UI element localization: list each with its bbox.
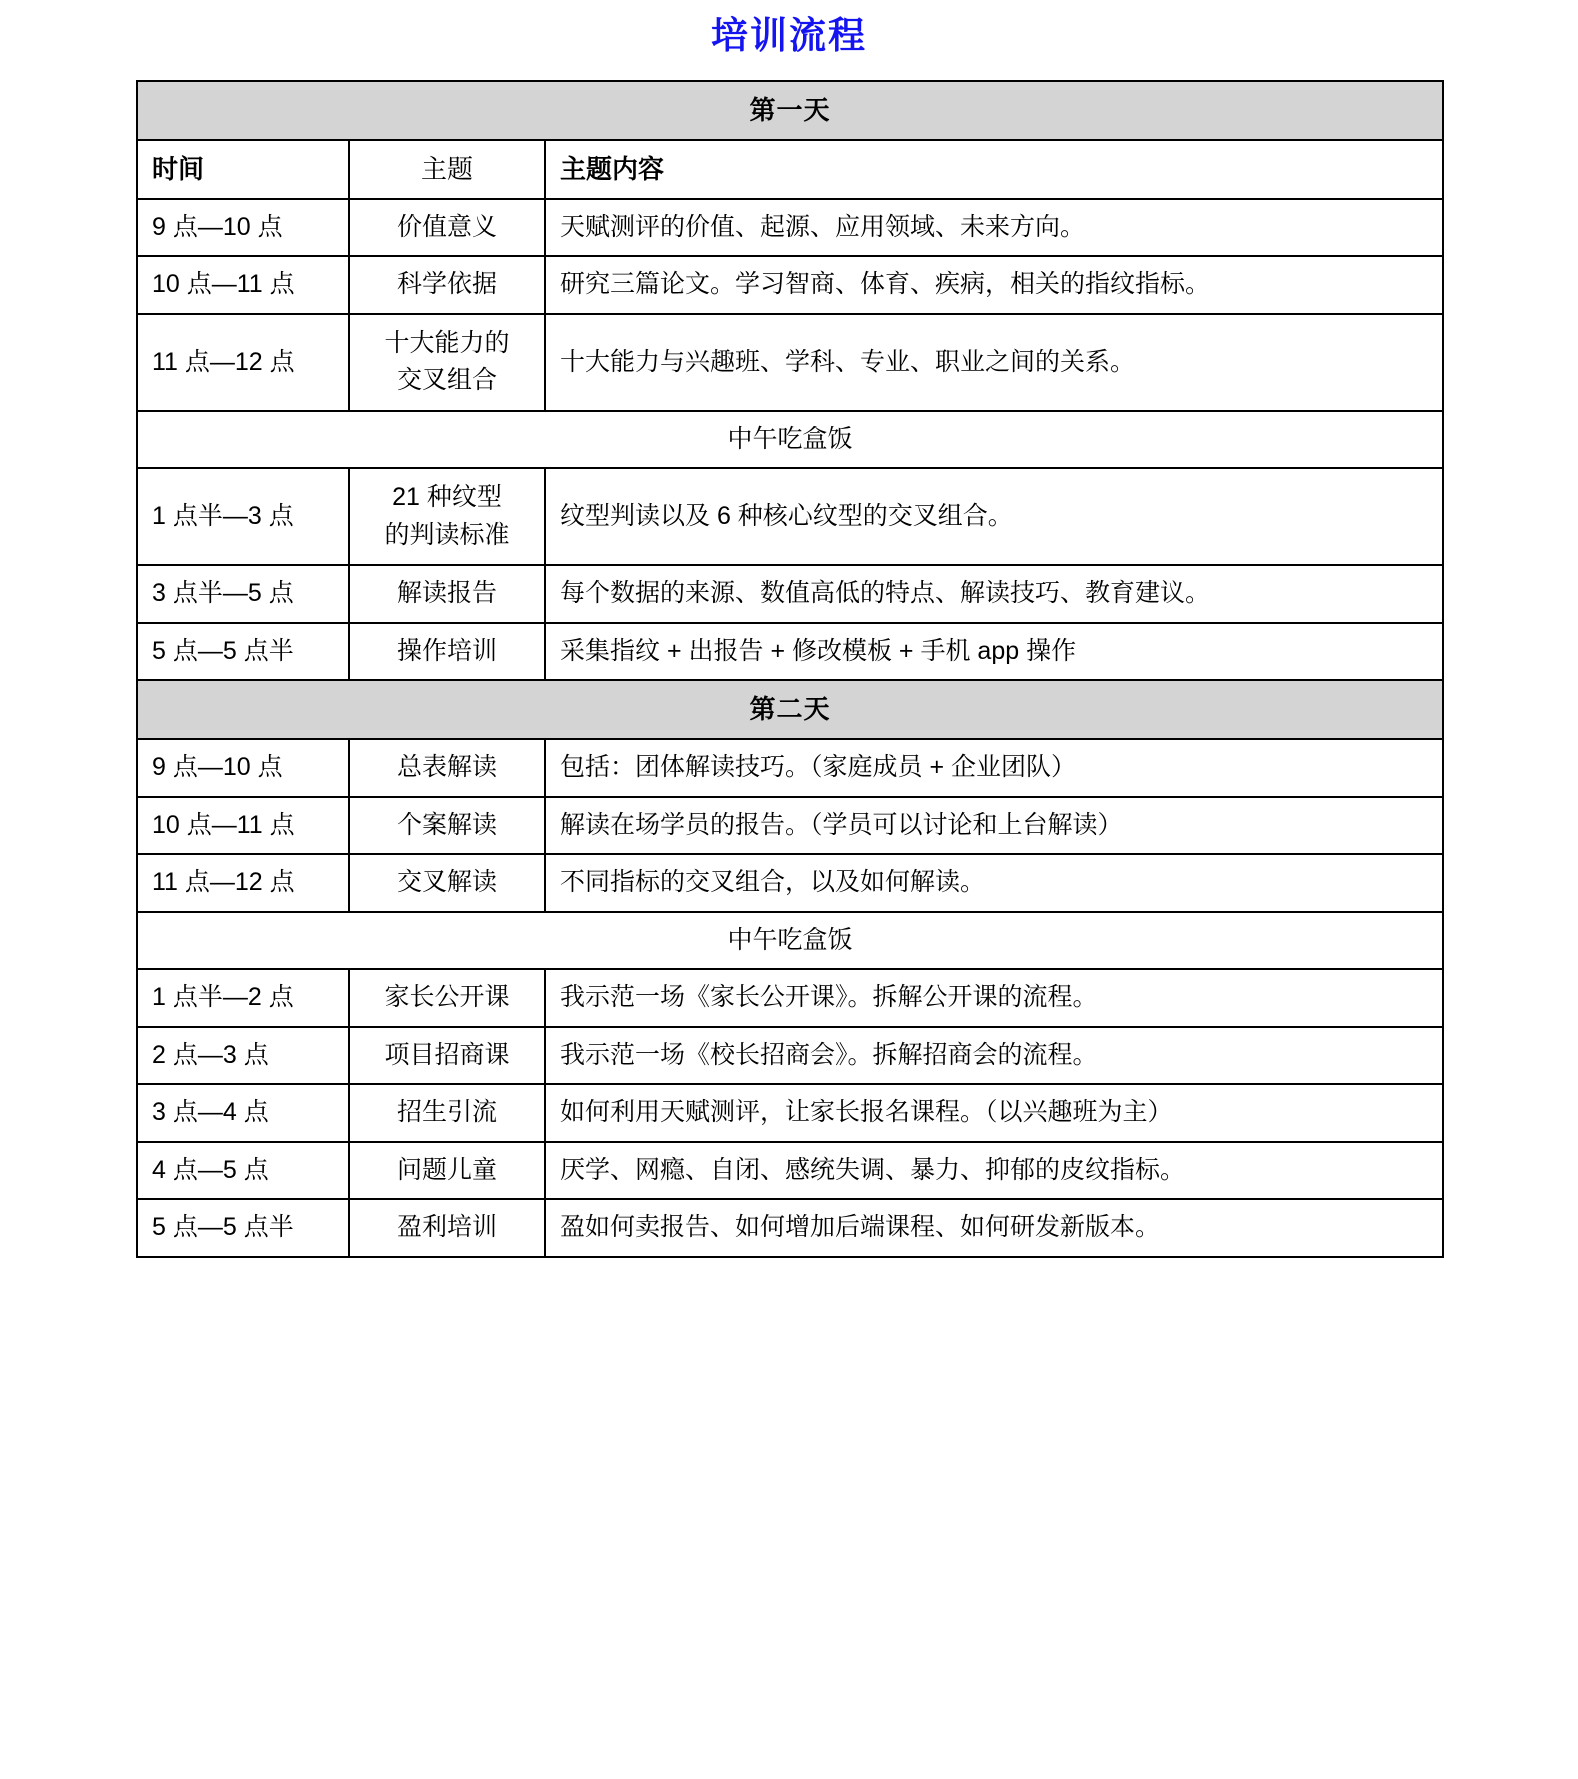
session-time: 1 点半—2 点 (137, 969, 349, 1027)
session-time: 3 点—4 点 (137, 1084, 349, 1142)
session-content: 盈如何卖报告、如何增加后端课程、如何研发新版本。 (545, 1199, 1443, 1257)
column-header-topic: 主题 (349, 140, 545, 199)
session-topic-line-1: 21 种纹型 (392, 483, 502, 512)
session-content: 天赋测评的价值、起源、应用领域、未来方向。 (545, 199, 1443, 257)
session-topic: 科学依据 (349, 256, 545, 314)
day-header-row (137, 680, 1443, 739)
column-header-row (137, 140, 1443, 199)
table-row (137, 739, 1443, 797)
session-topic-line-2: 的判读标准 (384, 520, 510, 549)
session-topic: 总表解读 (349, 739, 545, 797)
day-header-label: 第一天 (137, 81, 1443, 140)
session-content: 每个数据的来源、数值高低的特点、解读技巧、教育建议。 (545, 565, 1443, 623)
session-content: 解读在场学员的报告。（学员可以讨论和上台解读） (545, 797, 1443, 855)
session-topic: 操作培训 (349, 623, 545, 681)
session-time: 3 点半—5 点 (137, 565, 349, 623)
table-row (137, 1142, 1443, 1200)
column-header-content: 主题内容 (545, 140, 1443, 199)
session-topic-line-2: 交叉组合 (396, 366, 497, 395)
session-topic (349, 314, 545, 411)
session-topic: 问题儿童 (349, 1142, 545, 1200)
session-time: 1 点半—3 点 (137, 468, 349, 565)
column-header-time: 时间 (137, 140, 349, 199)
schedule-table-wrapper (136, 80, 1442, 1258)
session-topic: 招生引流 (349, 1084, 545, 1142)
table-row (137, 1027, 1443, 1085)
table-row (137, 1084, 1443, 1142)
lunch-break-label: 中午吃盒饭 (137, 411, 1443, 469)
session-time: 5 点—5 点半 (137, 623, 349, 681)
session-content: 采集指纹 + 出报告 + 修改模板 + 手机 app 操作 (545, 623, 1443, 681)
session-topic: 价值意义 (349, 199, 545, 257)
session-time: 10 点—11 点 (137, 256, 349, 314)
table-row (137, 854, 1443, 912)
table-row (137, 468, 1443, 565)
lunch-break-row (137, 411, 1443, 469)
table-row (137, 199, 1443, 257)
session-content: 纹型判读以及 6 种核心纹型的交叉组合。 (545, 468, 1443, 565)
table-row (137, 623, 1443, 681)
lunch-break-row (137, 912, 1443, 970)
session-content: 我示范一场《家长公开课》。拆解公开课的流程。 (545, 969, 1443, 1027)
session-time: 11 点—12 点 (137, 854, 349, 912)
table-row (137, 1199, 1443, 1257)
session-content: 十大能力与兴趣班、学科、专业、职业之间的关系。 (545, 314, 1443, 411)
session-content: 不同指标的交叉组合，以及如何解读。 (545, 854, 1443, 912)
document-page (0, 14, 1578, 1779)
session-time: 9 点—10 点 (137, 739, 349, 797)
session-content: 如何利用天赋测评，让家长报名课程。（以兴趣班为主） (545, 1084, 1443, 1142)
session-topic: 盈利培训 (349, 1199, 545, 1257)
table-row (137, 797, 1443, 855)
session-content: 研究三篇论文。学习智商、体育、疾病，相关的指纹指标。 (545, 256, 1443, 314)
lunch-break-label: 中午吃盒饭 (137, 912, 1443, 970)
session-time: 11 点—12 点 (137, 314, 349, 411)
session-topic: 个案解读 (349, 797, 545, 855)
session-topic: 家长公开课 (349, 969, 545, 1027)
session-content: 我示范一场《校长招商会》。拆解招商会的流程。 (545, 1027, 1443, 1085)
session-topic: 项目招商课 (349, 1027, 545, 1085)
session-topic-line-1: 十大能力的 (384, 328, 510, 357)
session-topic: 解读报告 (349, 565, 545, 623)
session-time: 5 点—5 点半 (137, 1199, 349, 1257)
session-time: 9 点—10 点 (137, 199, 349, 257)
session-topic: 交叉解读 (349, 854, 545, 912)
table-row (137, 256, 1443, 314)
session-time: 4 点—5 点 (137, 1142, 349, 1200)
training-schedule-table (136, 80, 1444, 1258)
day-header-label: 第二天 (137, 680, 1443, 739)
session-time: 10 点—11 点 (137, 797, 349, 855)
page-title: 培训流程 (711, 15, 867, 56)
table-row (137, 969, 1443, 1027)
table-row (137, 565, 1443, 623)
session-content: 包括：团体解读技巧。（家庭成员 + 企业团队） (545, 739, 1443, 797)
session-topic (349, 468, 545, 565)
day-header-row (137, 81, 1443, 140)
table-row (137, 314, 1443, 411)
session-content: 厌学、网瘾、自闭、感统失调、暴力、抑郁的皮纹指标。 (545, 1142, 1443, 1200)
session-time: 2 点—3 点 (137, 1027, 349, 1085)
